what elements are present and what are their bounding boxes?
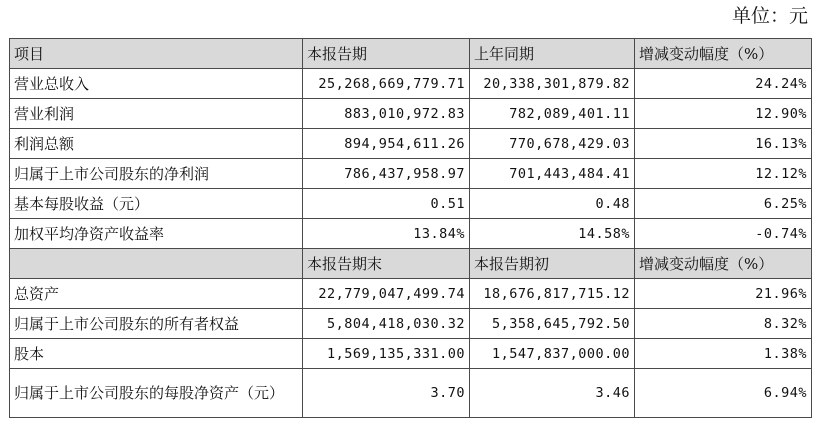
header-item: 项目 — [10, 39, 303, 69]
table-row — [10, 159, 812, 189]
row-change: 12.12% — [635, 159, 812, 189]
subheader-period-end: 本报告期末 — [303, 249, 470, 279]
table-row — [10, 129, 812, 159]
row-prior: 3.46 — [470, 369, 635, 418]
row-change: 24.24% — [635, 69, 812, 99]
table-row — [10, 309, 812, 339]
row-change: 6.94% — [635, 369, 812, 418]
table-row — [10, 69, 812, 99]
row-prior: 1,547,837,000.00 — [470, 339, 635, 369]
header-change-rate: 增减变动幅度（%） — [635, 39, 812, 69]
table-row — [10, 339, 812, 369]
subheader-change-rate: 增减变动幅度（%） — [635, 249, 812, 279]
row-current: 22,779,047,499.74 — [303, 279, 470, 309]
row-change: -0.74% — [635, 219, 812, 249]
row-prior: 20,338,301,879.82 — [470, 69, 635, 99]
row-current: 3.70 — [303, 369, 470, 418]
header-prior-period: 上年同期 — [470, 39, 635, 69]
row-change: 6.25% — [635, 189, 812, 219]
row-change: 8.32% — [635, 309, 812, 339]
row-prior: 782,089,401.11 — [470, 99, 635, 129]
row-change: 12.90% — [635, 99, 812, 129]
row-current: 894,954,611.26 — [303, 129, 470, 159]
table-row — [10, 99, 812, 129]
row-item: 归属于上市公司股东的所有者权益 — [10, 309, 303, 339]
subheader-item — [10, 249, 303, 279]
row-prior: 18,676,817,715.12 — [470, 279, 635, 309]
table-header-row — [10, 39, 812, 69]
row-item: 股本 — [10, 339, 303, 369]
financial-summary-table — [9, 38, 812, 418]
table-row — [10, 369, 812, 418]
row-current: 0.51 — [303, 189, 470, 219]
row-item: 归属于上市公司股东的每股净资产（元） — [10, 369, 303, 418]
row-item: 基本每股收益（元） — [10, 189, 303, 219]
row-current: 1,569,135,331.00 — [303, 339, 470, 369]
row-current: 5,804,418,030.32 — [303, 309, 470, 339]
row-current: 786,437,958.97 — [303, 159, 470, 189]
row-item: 营业总收入 — [10, 69, 303, 99]
table-row — [10, 189, 812, 219]
unit-label: 单位：元 — [731, 5, 808, 27]
row-prior: 14.58% — [470, 219, 635, 249]
row-prior: 770,678,429.03 — [470, 129, 635, 159]
row-item: 加权平均净资产收益率 — [10, 219, 303, 249]
row-prior: 5,358,645,792.50 — [470, 309, 635, 339]
table-row — [10, 219, 812, 249]
table-row — [10, 279, 812, 309]
row-change: 1.38% — [635, 339, 812, 369]
row-current: 883,010,972.83 — [303, 99, 470, 129]
row-item: 营业利润 — [10, 99, 303, 129]
row-current: 25,268,669,779.71 — [303, 69, 470, 99]
table-subheader-row — [10, 249, 812, 279]
row-current: 13.84% — [303, 219, 470, 249]
row-item: 利润总额 — [10, 129, 303, 159]
row-change: 21.96% — [635, 279, 812, 309]
row-item: 总资产 — [10, 279, 303, 309]
row-item: 归属于上市公司股东的净利润 — [10, 159, 303, 189]
row-prior: 701,443,484.41 — [470, 159, 635, 189]
subheader-period-start: 本报告期初 — [470, 249, 635, 279]
row-prior: 0.48 — [470, 189, 635, 219]
row-change: 16.13% — [635, 129, 812, 159]
header-current-period: 本报告期 — [303, 39, 470, 69]
